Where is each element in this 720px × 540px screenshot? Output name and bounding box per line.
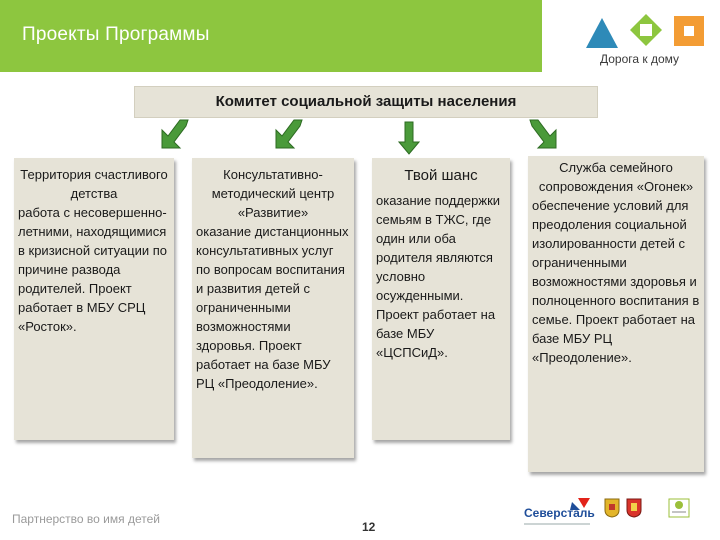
arrow-icon (526, 116, 560, 152)
arrow-icon (158, 116, 192, 152)
city-emblem-icon (604, 498, 620, 518)
card-body: оказание поддержки семьям в ТЖС, где один или оба родителя являются условно осужденными. Проект работает на базе МБУ «ЦСПСиД». (376, 193, 501, 360)
region-emblem-icon (626, 498, 642, 518)
project-card (528, 156, 704, 472)
project-card (192, 158, 354, 458)
card-title: Твой шанс (404, 167, 478, 184)
card-body: оказание дистанционных консультативных услуг по вопросам воспитания и развития детей с ограниченными возможностями здоровья. Проект работает на базе МБУ РЦ «Преодоление». (196, 224, 349, 391)
committee-box: Комитет социальной защиты населения (134, 86, 598, 118)
triangle-icon (586, 18, 618, 48)
footer-partnership: Партнерство во имя детей (12, 512, 160, 526)
project-card (14, 158, 174, 440)
card-title: Служба семейного сопровождения «Огонек» (538, 160, 694, 194)
card-title: Территория счастливого детства (20, 167, 168, 201)
fund-logo-icon (668, 498, 690, 518)
page-title: Проекты Программы (22, 24, 210, 45)
sponsor-name: Северсталь (524, 506, 595, 520)
card-body: обеспечение условий для преодоления социальной изолированности детей с ограниченными возможностями здоровья и полноценного воспитания в семье. Проект работает на базе МБУ РЦ «Преодоление». (532, 198, 700, 365)
arrow-icon (272, 116, 306, 152)
card-body: работа с несовершенно-летними, находящимися в кризисной ситуации по причине развода родителей. Проект работает в МБУ СРЦ «Росток». (18, 205, 167, 334)
header-bar (0, 0, 542, 72)
card-title: Консультативно-методический центр «Развитие» (211, 167, 335, 220)
arrow-icon (398, 120, 420, 156)
logo-text: Дорога к дому (600, 52, 680, 66)
page-number: 12 (362, 520, 376, 534)
project-card (372, 158, 510, 440)
